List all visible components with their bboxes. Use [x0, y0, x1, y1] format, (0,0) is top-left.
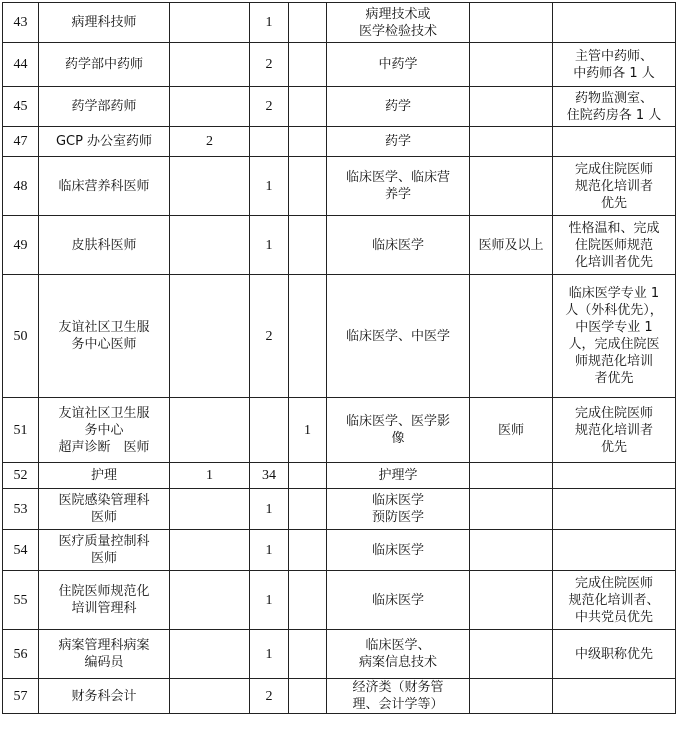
count-col4-cell: [250, 398, 289, 463]
count-col3-cell: [170, 3, 250, 43]
qualification-cell: [470, 489, 553, 530]
recruitment-table: [2, 2, 676, 714]
notes-cell: 药物监测室、 住院药房各 1 人: [553, 87, 676, 127]
qualification-cell: [470, 275, 553, 398]
notes-cell: 完成住院医师 规范化培训者 优先: [553, 157, 676, 216]
notes-cell: 临床医学专业 1 人（外科优先）， 中医学专业 1 人，完成住院医 师规范化培训 者优先: [553, 275, 676, 398]
major-cell: 中药学: [327, 43, 470, 87]
count-col5-cell: [289, 127, 327, 157]
count-col4-cell: 34: [250, 463, 289, 489]
table-row: [3, 157, 676, 216]
major-cell: 临床医学: [327, 571, 470, 630]
major-cell: 临床医学 预防医学: [327, 489, 470, 530]
notes-cell: 性格温和、完成 住院医师规范 化培训者优先: [553, 216, 676, 275]
count-col3-cell: [170, 275, 250, 398]
row-number-cell: 44: [3, 43, 39, 87]
major-cell: 病理技术或 医学检验技术: [327, 3, 470, 43]
count-col3-cell: [170, 530, 250, 571]
count-col4-cell: 1: [250, 489, 289, 530]
row-number-cell: 51: [3, 398, 39, 463]
major-cell: 药学: [327, 127, 470, 157]
table-row: [3, 275, 676, 398]
qualification-cell: [470, 463, 553, 489]
notes-cell: [553, 463, 676, 489]
row-number-cell: 50: [3, 275, 39, 398]
count-col4-cell: 1: [250, 530, 289, 571]
position-cell: 药学部药师: [39, 87, 170, 127]
row-number-cell: 48: [3, 157, 39, 216]
position-cell: 医院感染管理科 医师: [39, 489, 170, 530]
count-col5-cell: [289, 216, 327, 275]
qualification-cell: 医师及以上: [470, 216, 553, 275]
count-col5-cell: [289, 3, 327, 43]
count-col5-cell: [289, 43, 327, 87]
count-col4-cell: 2: [250, 43, 289, 87]
count-col3-cell: [170, 630, 250, 679]
row-number-cell: 43: [3, 3, 39, 43]
count-col3-cell: [170, 571, 250, 630]
table-row: [3, 87, 676, 127]
position-cell: GCP 办公室药师: [39, 127, 170, 157]
row-number-cell: 45: [3, 87, 39, 127]
count-col4-cell: 1: [250, 3, 289, 43]
table-row: [3, 630, 676, 679]
count-col4-cell: 2: [250, 87, 289, 127]
qualification-cell: 医师: [470, 398, 553, 463]
qualification-cell: [470, 87, 553, 127]
table-row: [3, 216, 676, 275]
qualification-cell: [470, 157, 553, 216]
qualification-cell: [470, 43, 553, 87]
row-number-cell: 54: [3, 530, 39, 571]
major-cell: 临床医学、 病案信息技术: [327, 630, 470, 679]
row-number-cell: 47: [3, 127, 39, 157]
qualification-cell: [470, 127, 553, 157]
major-cell: 临床医学、医学影 像: [327, 398, 470, 463]
count-col5-cell: [289, 463, 327, 489]
table-row: [3, 3, 676, 43]
major-cell: 临床医学: [327, 530, 470, 571]
row-number-cell: 55: [3, 571, 39, 630]
count-col5-cell: [289, 87, 327, 127]
major-cell: 经济类（财务管 理、会计学等）: [327, 679, 470, 714]
qualification-cell: [470, 3, 553, 43]
count-col5-cell: [289, 157, 327, 216]
qualification-cell: [470, 630, 553, 679]
table-row: [3, 571, 676, 630]
row-number-cell: 49: [3, 216, 39, 275]
notes-cell: [553, 3, 676, 43]
major-cell: 临床医学、临床营 养学: [327, 157, 470, 216]
table-row: [3, 127, 676, 157]
count-col4-cell: [250, 127, 289, 157]
notes-cell: [553, 489, 676, 530]
position-cell: 财务科会计: [39, 679, 170, 714]
notes-cell: 中级职称优先: [553, 630, 676, 679]
position-cell: 友谊社区卫生服 务中心 超声诊断 医师: [39, 398, 170, 463]
notes-cell: 完成住院医师 规范化培训者 优先: [553, 398, 676, 463]
count-col5-cell: 1: [289, 398, 327, 463]
notes-cell: [553, 127, 676, 157]
position-cell: 友谊社区卫生服 务中心医师: [39, 275, 170, 398]
notes-cell: 完成住院医师 规范化培训者、 中共党员优先: [553, 571, 676, 630]
count-col3-cell: [170, 43, 250, 87]
row-number-cell: 56: [3, 630, 39, 679]
notes-cell: 主管中药师、 中药师各 1 人: [553, 43, 676, 87]
qualification-cell: [470, 679, 553, 714]
table-row: [3, 43, 676, 87]
qualification-cell: [470, 530, 553, 571]
position-cell: 护理: [39, 463, 170, 489]
count-col3-cell: [170, 216, 250, 275]
count-col4-cell: 1: [250, 630, 289, 679]
qualification-cell: [470, 571, 553, 630]
position-cell: 医疗质量控制科 医师: [39, 530, 170, 571]
major-cell: 临床医学、中医学: [327, 275, 470, 398]
table-row: [3, 463, 676, 489]
count-col5-cell: [289, 679, 327, 714]
count-col4-cell: 1: [250, 157, 289, 216]
count-col3-cell: [170, 489, 250, 530]
notes-cell: [553, 530, 676, 571]
count-col5-cell: [289, 275, 327, 398]
count-col3-cell: [170, 157, 250, 216]
count-col3-cell: 2: [170, 127, 250, 157]
position-cell: 病理科技师: [39, 3, 170, 43]
notes-cell: [553, 679, 676, 714]
position-cell: 临床营养科医师: [39, 157, 170, 216]
count-col5-cell: [289, 530, 327, 571]
row-number-cell: 52: [3, 463, 39, 489]
table-row: [3, 398, 676, 463]
table-row: [3, 489, 676, 530]
major-cell: 药学: [327, 87, 470, 127]
table-row: [3, 679, 676, 714]
major-cell: 临床医学: [327, 216, 470, 275]
count-col3-cell: 1: [170, 463, 250, 489]
count-col5-cell: [289, 571, 327, 630]
count-col4-cell: 1: [250, 216, 289, 275]
row-number-cell: 57: [3, 679, 39, 714]
count-col3-cell: [170, 679, 250, 714]
position-cell: 药学部中药师: [39, 43, 170, 87]
count-col5-cell: [289, 630, 327, 679]
position-cell: 住院医师规范化 培训管理科: [39, 571, 170, 630]
major-cell: 护理学: [327, 463, 470, 489]
table-row: [3, 530, 676, 571]
position-cell: 皮肤科医师: [39, 216, 170, 275]
count-col4-cell: 1: [250, 571, 289, 630]
count-col4-cell: 2: [250, 679, 289, 714]
position-cell: 病案管理科病案 编码员: [39, 630, 170, 679]
count-col3-cell: [170, 87, 250, 127]
count-col5-cell: [289, 489, 327, 530]
count-col4-cell: 2: [250, 275, 289, 398]
row-number-cell: 53: [3, 489, 39, 530]
count-col3-cell: [170, 398, 250, 463]
